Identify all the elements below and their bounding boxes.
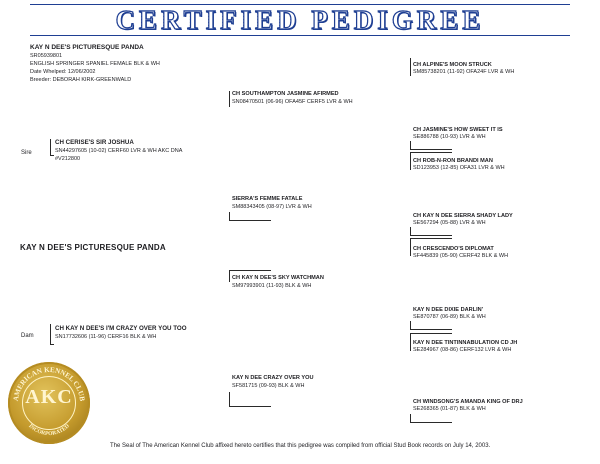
sire-name: CH CERISE'S SIR JOSHUA xyxy=(55,139,134,146)
dog-reg-number: SR05939801 xyxy=(30,53,63,59)
sire-dam-details: SM88343405 (08-97) LVR & WH xyxy=(232,204,312,210)
gen3-overline-7 xyxy=(410,333,452,334)
dam-details: SN17732606 (11-96) CERF16 BLK & WH xyxy=(55,334,157,340)
sire-details: SN44297605 (10-02) CERF60 LVR & WH AKC DNA xyxy=(55,148,183,154)
gen3-name-5: CH CRESCENDO'S DIPLOMAT xyxy=(413,246,494,252)
sire-sire-name: CH SOUTHAMPTON JASMINE AFIRMED xyxy=(232,91,339,97)
sire-label: Sire xyxy=(21,150,32,156)
dog-whelped-date: Date Whelped: 12/06/2002 xyxy=(30,69,96,75)
akc-seal-ring-text: AMERICAN KENNEL CLUB xyxy=(11,365,87,402)
certification-footer: The Seal of The American Kennel Club affixed hereto certifies that this pedigree was compiled from official Stud Book records on July 14, 2003. xyxy=(110,443,491,449)
gen3-bracket-6 xyxy=(410,321,411,329)
gen3-details-5: SF445839 (05-90) CERF42 BLK & WH xyxy=(413,253,509,259)
gen3-name-2: CH JASMINE'S HOW SWEET IT IS xyxy=(413,127,503,133)
dog-name-center: KAY N DEE'S PICTURESQUE PANDA xyxy=(20,243,166,252)
gen3-details-3: SD123953 (12-85) OFA31 LVR & WH xyxy=(413,165,505,171)
gen3-underline-2 xyxy=(410,149,452,150)
title-bottom-rule xyxy=(30,35,570,36)
gen3-underline-4 xyxy=(410,235,452,236)
gen3-bracket-2 xyxy=(410,141,411,149)
gen3-bracket-5 xyxy=(410,238,411,256)
gen3-details-8: SE268365 (01-87) BLK & WH xyxy=(413,406,486,412)
dog-breeder: Breeder: DEBORAH KIRK-GREENWALD xyxy=(30,77,132,83)
sire-dam-underline xyxy=(229,220,271,221)
gen3-details-6: SE870787 (06-89) BLK & WH xyxy=(413,314,486,320)
gen3-name-7: KAY N DEE TINTINNABULATION CD JH xyxy=(413,340,518,346)
dam-label: Dam xyxy=(21,333,34,339)
gen3-underline-6 xyxy=(410,329,452,330)
gen3-underline-8 xyxy=(410,422,452,423)
dam-bracket-foot xyxy=(50,344,54,345)
dam-dam-bracket xyxy=(229,392,230,406)
akc-seal-center: AKC xyxy=(25,386,73,408)
sire-sire-details: SN08470501 (06-96) OFA45F CERF5 LVR & WH xyxy=(232,99,353,105)
sire-sire-bracket xyxy=(229,91,230,107)
gen3-name-6: KAY N DEE DIXIE DARLIN' xyxy=(413,307,484,313)
dam-sire-name: CH KAY N DEE'S SKY WATCHMAN xyxy=(232,275,324,281)
gen3-name-4: CH KAY N DEE SIERRA SHADY LADY xyxy=(413,213,513,219)
gen3-name-1: CH ALPINE'S MOON STRUCK xyxy=(413,62,492,68)
dam-sire-details: SM97993901 (11-93) BLK & WH xyxy=(232,283,312,289)
sire-bracket xyxy=(50,139,51,155)
sire-details-2: #V212800 xyxy=(55,156,81,162)
dog-breed-line: ENGLISH SPRINGER SPANIEL FEMALE BLK & WH xyxy=(30,61,160,67)
akc-seal xyxy=(8,362,90,444)
gen3-details-1: SM85738201 (11-92) OFA24F LVR & WH xyxy=(413,69,515,75)
certificate-title xyxy=(74,5,526,35)
gen3-overline-3 xyxy=(410,152,452,153)
dog-name-header: KAY N DEE'S PICTURESQUE PANDA xyxy=(30,44,144,51)
dam-dam-underline xyxy=(229,406,271,407)
gen3-bracket-7 xyxy=(410,333,411,351)
dam-dam-details: SF581715 (09-93) BLK & WH xyxy=(232,383,305,389)
dam-dam-name: KAY N DEE CRAZY OVER YOU xyxy=(232,375,314,381)
dam-name: CH KAY N DEE'S I'M CRAZY OVER YOU TOO xyxy=(55,325,187,332)
dam-bracket xyxy=(50,324,51,344)
dam-sire-overline xyxy=(229,270,271,271)
gen3-bracket-4 xyxy=(410,227,411,235)
gen3-name-3: CH ROB-N-RON BRANDI MAN xyxy=(413,158,493,164)
sire-dam-bracket xyxy=(229,212,230,220)
sire-dam-name: SIERRA'S FEMME FATALE xyxy=(232,196,303,202)
gen3-bracket-1 xyxy=(410,58,411,76)
sire-bracket-foot xyxy=(50,155,54,156)
gen3-details-7: SE284967 (08-86) CERF132 LVR & WH xyxy=(413,347,512,353)
gen3-bracket-8 xyxy=(410,414,411,422)
gen3-overline-5 xyxy=(410,238,452,239)
dam-sire-bracket xyxy=(229,270,230,282)
akc-seal-bottom-text: INCORPORATED xyxy=(27,423,71,438)
gen3-name-8: CH WINDSONG'S AMANDA KING OF DRJ xyxy=(413,399,523,405)
certificate-title-text: CERTIFIED PEDIGREE xyxy=(115,5,485,35)
gen3-bracket-3 xyxy=(410,152,411,170)
gen3-details-2: SE886788 (10-93) LVR & WH xyxy=(413,134,486,140)
gen3-details-4: SE567294 (05-88) LVR & WH xyxy=(413,220,486,226)
